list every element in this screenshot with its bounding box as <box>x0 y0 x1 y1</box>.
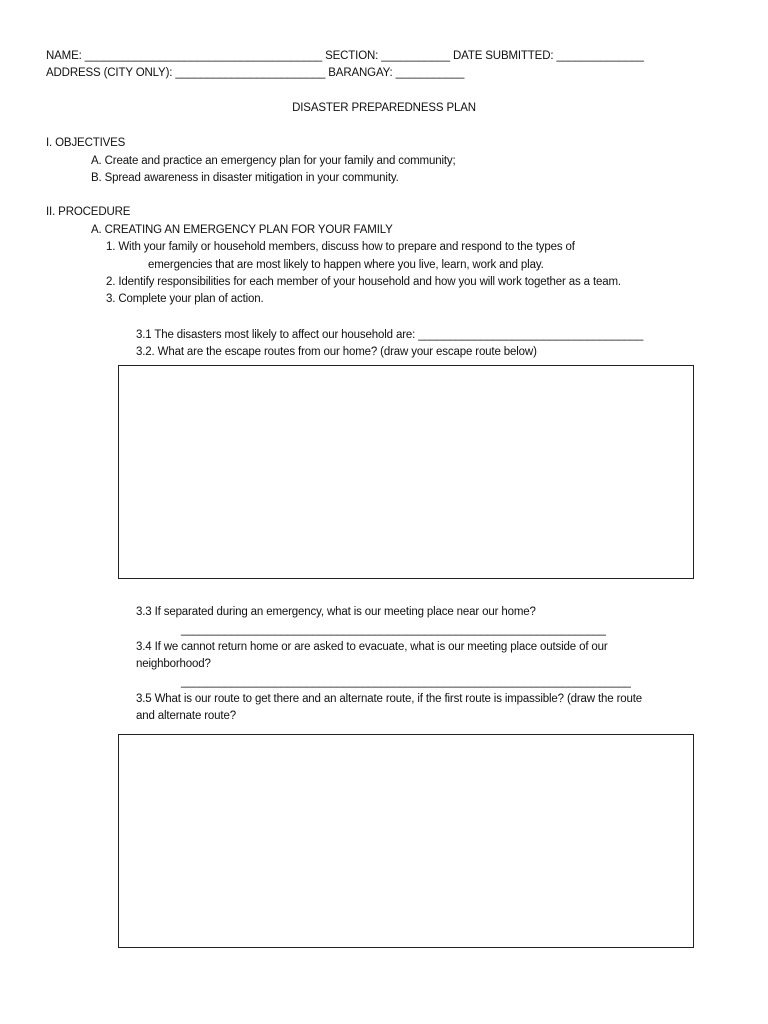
procedure-subheading: A. CREATING AN EMERGENCY PLAN FOR YOUR FAMILY <box>91 224 393 236</box>
question-3-4-continued: neighborhood? <box>136 658 211 670</box>
question-3-4-answer-line: ________________________________________________________________________ <box>181 676 631 688</box>
escape-route-drawing-box[interactable] <box>118 365 694 579</box>
objective-item-a: A. Create and practice an emergency plan for your family and community; <box>91 155 456 167</box>
question-3-3-answer-line: ____________________________________________________________________ <box>181 624 606 636</box>
procedure-step-1-continued: emergencies that are most likely to happen where you live, learn, work and play. <box>148 259 544 271</box>
procedure-step-3: 3. Complete your plan of action. <box>106 293 264 305</box>
objectives-heading: I. OBJECTIVES <box>46 137 126 149</box>
document-title: DISASTER PREPAREDNESS PLAN <box>292 102 476 114</box>
question-3-4: 3.4 If we cannot return home or are asked to evacuate, what is our meeting place outside of our <box>136 641 608 653</box>
procedure-step-2: 2. Identify responsibilities for each member of your household and how you will work together as a team. <box>106 276 621 288</box>
objective-item-b: B. Spread awareness in disaster mitigation in your community. <box>91 172 399 184</box>
procedure-step-1: 1. With your family or household members, discuss how to prepare and respond to the types of <box>106 241 575 253</box>
alternate-route-drawing-box[interactable] <box>118 734 694 948</box>
procedure-heading: II. PROCEDURE <box>46 206 131 218</box>
question-3-3: 3.3 If separated during an emergency, what is our meeting place near our home? <box>136 606 536 618</box>
question-3-5-continued: and alternate route? <box>136 710 236 722</box>
question-3-5: 3.5 What is our route to get there and an alternate route, if the first route is impassible? (draw the route <box>136 693 643 705</box>
question-3-2: 3.2. What are the escape routes from our home? (draw your escape route below) <box>136 346 537 358</box>
header-address-barangay: ADDRESS (CITY ONLY): ________________________ BARANGAY: ___________ <box>46 67 465 79</box>
header-name-section-date: NAME: ______________________________________ SECTION: ___________ DATE SUBMITTED: ______________ <box>46 50 644 62</box>
question-3-1: 3.1 The disasters most likely to affect our household are: ____________________________________ <box>136 329 644 341</box>
